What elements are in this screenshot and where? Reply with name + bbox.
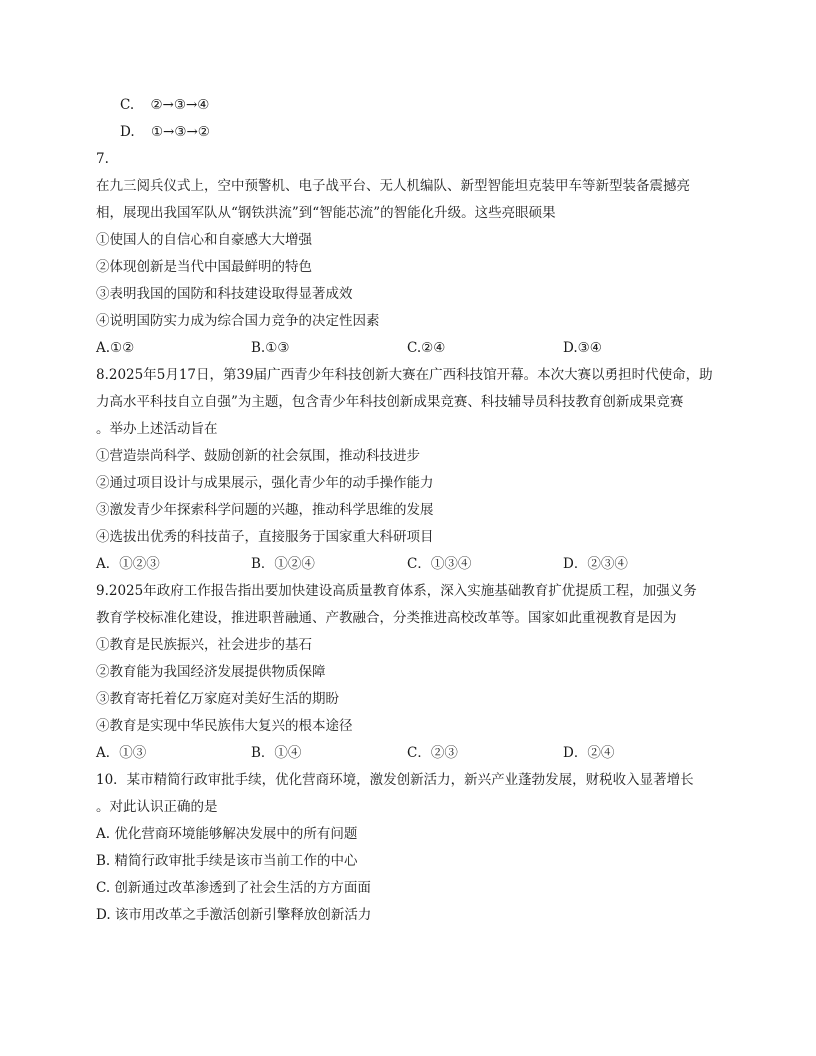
q7-option-d[interactable]: D.③④ [563,340,602,356]
q7-statement: ③表明我国的国防和科技建设取得显著成效 [96,286,353,302]
q7-stem-line: 在九三阅兵仪式上，空中预警机、电子战平台、无人机编队、新型智能坦克装甲车等新型装备震撼亮 [96,178,690,194]
q8-option-c[interactable]: C．①③④ [407,556,472,572]
q9-statement: ③教育寄托着亿万家庭对美好生活的期盼 [96,691,339,707]
q7-option-b[interactable]: B.①③ [251,340,290,356]
q10-choice-a[interactable]: A. 优化营商环境能够解决发展中的所有问题 [96,826,358,842]
q8-stem-line: 。举办上述活动旨在 [96,421,218,437]
q10-stem-line: 。对此认识正确的是 [96,799,218,815]
q8-statement: ①营造崇尚科学、鼓励创新的社会氛围，推动科技进步 [96,448,420,464]
option-label: D. [120,124,135,140]
q9-statement: ②教育能为我国经济发展提供物质保障 [96,664,326,680]
q9-stem-line: 教育学校标准化建设，推进职普融通、产教融合，分类推进高校改革等。国家如此重视教育是因为 [96,610,677,626]
q8-statement: ③激发青少年探索科学问题的兴趣，推动科学思维的发展 [96,502,434,518]
q9-option-b[interactable]: B．①④ [251,745,302,761]
prev-option-c [120,96,209,114]
q10-choice-d[interactable]: D. 该市用改革之手激活创新引擎释放创新活力 [96,907,372,923]
option-text: ②→③→④ [150,97,210,113]
q9-stem-line: 9.2025年政府工作报告指出要加快建设高质量教育体系，深入实施基础教育扩优提质工程，加强义务 [96,583,697,599]
prev-option-d [120,123,210,141]
q8-stem-line: 力高水平科技自立自强”为主题，包含青少年科技创新成果竞赛、科技辅导员科技教育创新成果竞赛 [96,394,684,410]
q7-statement: ①使国人的自信心和自豪感大大增强 [96,232,312,248]
q7-statement: ②体现创新是当代中国最鲜明的特色 [96,259,312,275]
q9-statement: ④教育是实现中华民族伟大复兴的根本途径 [96,718,353,734]
q8-option-b[interactable]: B．①②④ [251,556,315,572]
q10-choice-c[interactable]: C. 创新通过改革渗透到了社会生活的方方面面 [96,880,371,896]
q7-option-c[interactable]: C.②④ [407,340,446,356]
q7-number: 7. [96,151,109,167]
q8-option-a[interactable]: A．①②③ [96,556,160,572]
option-text: ①→③→② [150,124,210,140]
q8-option-d[interactable]: D．②③④ [563,556,628,572]
q7-stem-line: 相，展现出我国军队从“钢铁洪流”到“智能芯流”的智能化升级。这些亮眼硕果 [96,205,556,221]
q9-statement: ①教育是民族振兴，社会进步的基石 [96,637,312,653]
q9-option-d[interactable]: D．②④ [563,745,615,761]
q10-choice-b[interactable]: B. 精简行政审批手续是该市当前工作的中心 [96,853,358,869]
q9-option-c[interactable]: C．②③ [407,745,458,761]
q10-stem-line: 10．某市精简行政审批手续，优化营商环境，激发创新活力，新兴产业蓬勃发展，财税收入显著增长 [96,772,694,788]
option-label: C. [120,97,135,113]
q9-option-a[interactable]: A．①③ [96,745,147,761]
q7-statement: ④说明国防实力成为综合国力竞争的决定性因素 [96,313,380,329]
q8-stem-line: 8.2025年5月17日，第39届广西青少年科技创新大赛在广西科技馆开幕。本次大赛以勇担时代使命，助 [96,367,713,383]
q7-option-a[interactable]: A.①② [96,340,135,356]
q8-statement: ②通过项目设计与成果展示，强化青少年的动手操作能力 [96,475,434,491]
q8-statement: ④选拔出优秀的科技苗子，直接服务于国家重大科研项目 [96,529,434,545]
